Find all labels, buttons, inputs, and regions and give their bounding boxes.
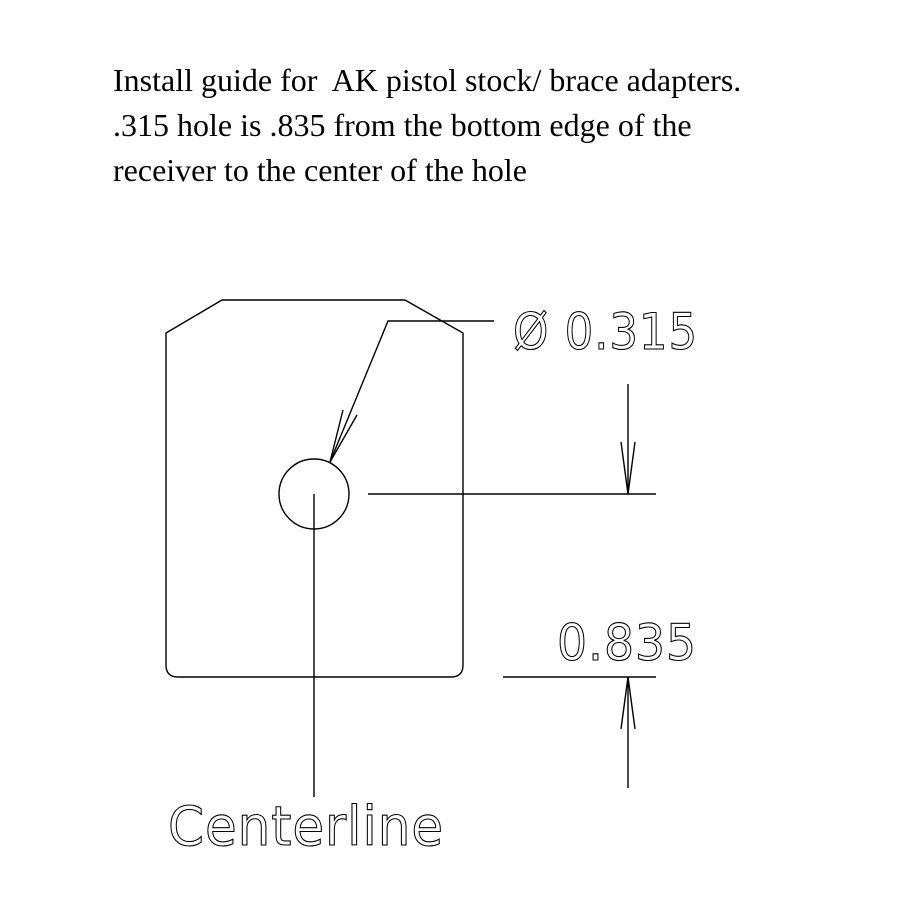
hole-diameter-label: Ø 0.315: [513, 303, 698, 361]
instructions-line-3: receiver to the center of the hole: [113, 152, 527, 188]
hole-offset-label: 0.835: [557, 614, 697, 672]
diameter-leader-arrow: [330, 410, 357, 462]
instructions-line-2: .315 hole is .835 from the bottom edge of the: [113, 107, 692, 143]
diameter-leader-line: [330, 321, 494, 462]
centerline-label: Centerline: [168, 795, 444, 858]
instructions-line-1: Install guide for AK pistol stock/ brace adapters.: [113, 62, 742, 98]
